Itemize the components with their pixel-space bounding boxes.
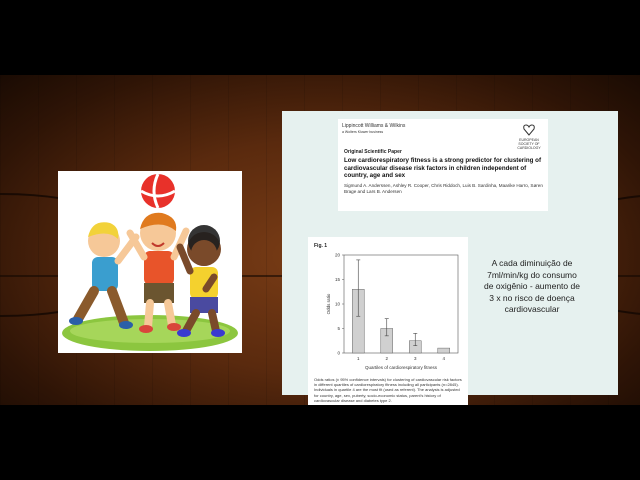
x-tick-label: 3 bbox=[413, 356, 417, 361]
y-tick-label: 15 bbox=[334, 277, 340, 282]
paper-type: Original Scientific Paper bbox=[344, 149, 402, 155]
y-tick-label: 10 bbox=[334, 301, 340, 307]
slide-caption bbox=[482, 258, 582, 316]
y-tick-label: 0 bbox=[337, 350, 340, 356]
x-tick-label: 2 bbox=[385, 356, 389, 361]
x-tick-label: 4 bbox=[442, 356, 446, 361]
society-name: EUROPEAN SOCIETY OF CARDIOLOGY bbox=[517, 138, 541, 150]
y-tick-label: 20 bbox=[334, 252, 340, 258]
paper-authors: Sigmund A. Anderssen, Ashley R. Cooper, Chris Riddoch, Luis B. Sardinha, Maarike Harro, Søren Brage and Lars B. Andersen bbox=[344, 183, 543, 194]
bar bbox=[438, 348, 450, 353]
x-axis-label: Quartiles of cardiorespiratory fitness bbox=[364, 365, 438, 370]
publisher-subtitle: a Wolters Kluwer business bbox=[342, 130, 384, 134]
x-tick-label: 1 bbox=[356, 356, 360, 361]
presentation-slide bbox=[0, 75, 640, 405]
publisher-logo bbox=[342, 123, 405, 135]
paper-title: Low cardiorespiratory fitness is a strong predictor for clustering of cardiovascular disease risk factors in children independent of country, age and sex bbox=[344, 157, 542, 180]
slide-caption-text: A cada diminuição de 7ml/min/kg do consumo de oxigênio - aumento de 3 x no risco de doença cardiovascular bbox=[484, 258, 580, 314]
paper-header bbox=[338, 119, 548, 211]
paper-figure bbox=[308, 237, 468, 405]
figure-caption: Odds ratios (± 95% confidence intervals) for clustering of cardiovascular risk factors in different quartiles of cardiorespiratory fitness including all participants (n=2845). Individuals in quartile 4 are the most fit (used as referent). The analysis is adjusted for country, age, sex, puberty, socio-economic status, parent's history of cardiovascular disease and diabetes type 2. bbox=[314, 377, 462, 403]
paper-excerpt-panel bbox=[282, 111, 618, 403]
y-tick-label: 5 bbox=[337, 326, 340, 331]
publisher-name: Lippincott Williams & Wilkins bbox=[342, 123, 406, 129]
society-logo bbox=[514, 123, 544, 150]
figure-label: Fig. 1 bbox=[314, 243, 328, 249]
heart-icon bbox=[522, 123, 536, 137]
y-axis-label: Odds ratio bbox=[326, 293, 331, 315]
odds-ratio-chart bbox=[308, 241, 468, 373]
children-illustration bbox=[58, 171, 242, 353]
